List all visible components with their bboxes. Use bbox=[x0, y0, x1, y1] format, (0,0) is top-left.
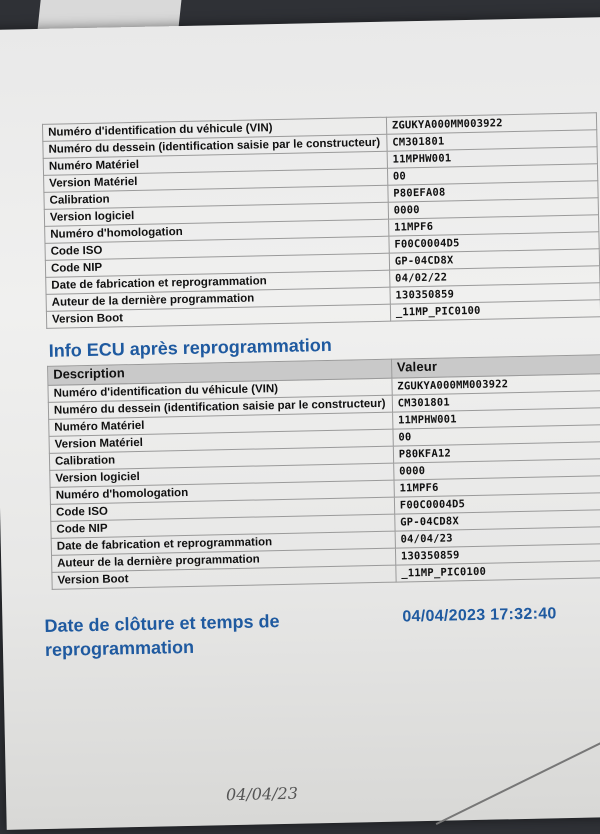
row-label: Auteur de la dernière programmation bbox=[46, 287, 390, 311]
row-value: 00 bbox=[393, 425, 600, 446]
row-label: Code ISO bbox=[50, 497, 394, 521]
row-value: _11MP_PIC0100 bbox=[396, 561, 600, 582]
row-label: Numéro du dessein (identification saisie par le constructeur) bbox=[43, 134, 387, 158]
row-label: Version logiciel bbox=[50, 463, 394, 487]
row-value: ZGUKYA000MM003922 bbox=[386, 113, 596, 134]
row-label: Numéro Matériel bbox=[49, 412, 393, 436]
row-label: Version Boot bbox=[52, 565, 396, 589]
row-value: GP-04CD8X bbox=[395, 510, 600, 531]
row-value: 04/02/22 bbox=[389, 266, 599, 287]
row-label: Version Matériel bbox=[49, 429, 393, 453]
row-label: Date de fabrication et reprogrammation bbox=[46, 270, 390, 294]
document-sheet bbox=[0, 17, 600, 830]
header-description: Description bbox=[48, 359, 392, 385]
row-value: ZGUKYA000MM003922 bbox=[392, 374, 600, 395]
row-value: 11MPHW001 bbox=[387, 147, 597, 168]
row-label: Version Matériel bbox=[44, 168, 388, 192]
row-value: P80KFA12 bbox=[393, 442, 600, 463]
row-label: Code NIP bbox=[45, 253, 389, 277]
row-value: F00C0004D5 bbox=[389, 232, 599, 253]
row-label: Version logiciel bbox=[44, 202, 388, 226]
row-value: P80EFA08 bbox=[388, 181, 598, 202]
row-label: Numéro du dessein (identification saisie par le constructeur) bbox=[48, 395, 392, 419]
row-label: Code ISO bbox=[45, 236, 389, 260]
ecu-after-table bbox=[47, 354, 600, 590]
row-value: 0000 bbox=[393, 459, 600, 480]
row-label: Auteur de la dernière programmation bbox=[52, 548, 396, 572]
row-label: Code NIP bbox=[51, 514, 395, 538]
row-label: Numéro d'homologation bbox=[50, 480, 394, 504]
row-value: CM301801 bbox=[387, 130, 597, 151]
row-value: _11MP_PIC0100 bbox=[390, 300, 600, 321]
closing-timestamp: 04/04/2023 17:32:40 bbox=[402, 605, 557, 626]
closing-section bbox=[44, 602, 600, 684]
row-value: 11MPF6 bbox=[394, 476, 600, 497]
row-value: 00 bbox=[387, 164, 597, 185]
row-value: 0000 bbox=[388, 198, 598, 219]
closing-label: Date de clôture et temps de reprogrammation bbox=[44, 611, 280, 660]
row-label: Numéro d'identification du véhicule (VIN) bbox=[42, 117, 386, 141]
row-label: Calibration bbox=[44, 185, 388, 209]
row-label: Numéro d'homologation bbox=[45, 219, 389, 243]
row-value: 130350859 bbox=[390, 283, 600, 304]
header-value: Valeur bbox=[391, 355, 600, 378]
handwritten-date: 04/04/23 bbox=[225, 783, 299, 805]
row-value: GP-04CD8X bbox=[389, 249, 599, 270]
row-value: F00C0004D5 bbox=[394, 493, 600, 514]
row-label: Calibration bbox=[49, 446, 393, 470]
row-value: 04/04/23 bbox=[395, 527, 600, 548]
row-value: 11MPHW001 bbox=[392, 408, 600, 429]
section-title-after: Info ECU après reprogrammation bbox=[48, 334, 332, 361]
row-label: Date de fabrication et reprogrammation bbox=[51, 531, 395, 555]
ecu-before-table bbox=[42, 112, 600, 329]
row-label: Numéro Matériel bbox=[43, 151, 387, 175]
row-value: 130350859 bbox=[395, 544, 600, 565]
row-label: Numéro d'identification du véhicule (VIN) bbox=[48, 378, 392, 402]
document-content bbox=[42, 112, 600, 684]
row-value: 11MPF6 bbox=[388, 215, 598, 236]
row-value: CM301801 bbox=[392, 391, 600, 412]
row-label: Version Boot bbox=[46, 304, 390, 328]
